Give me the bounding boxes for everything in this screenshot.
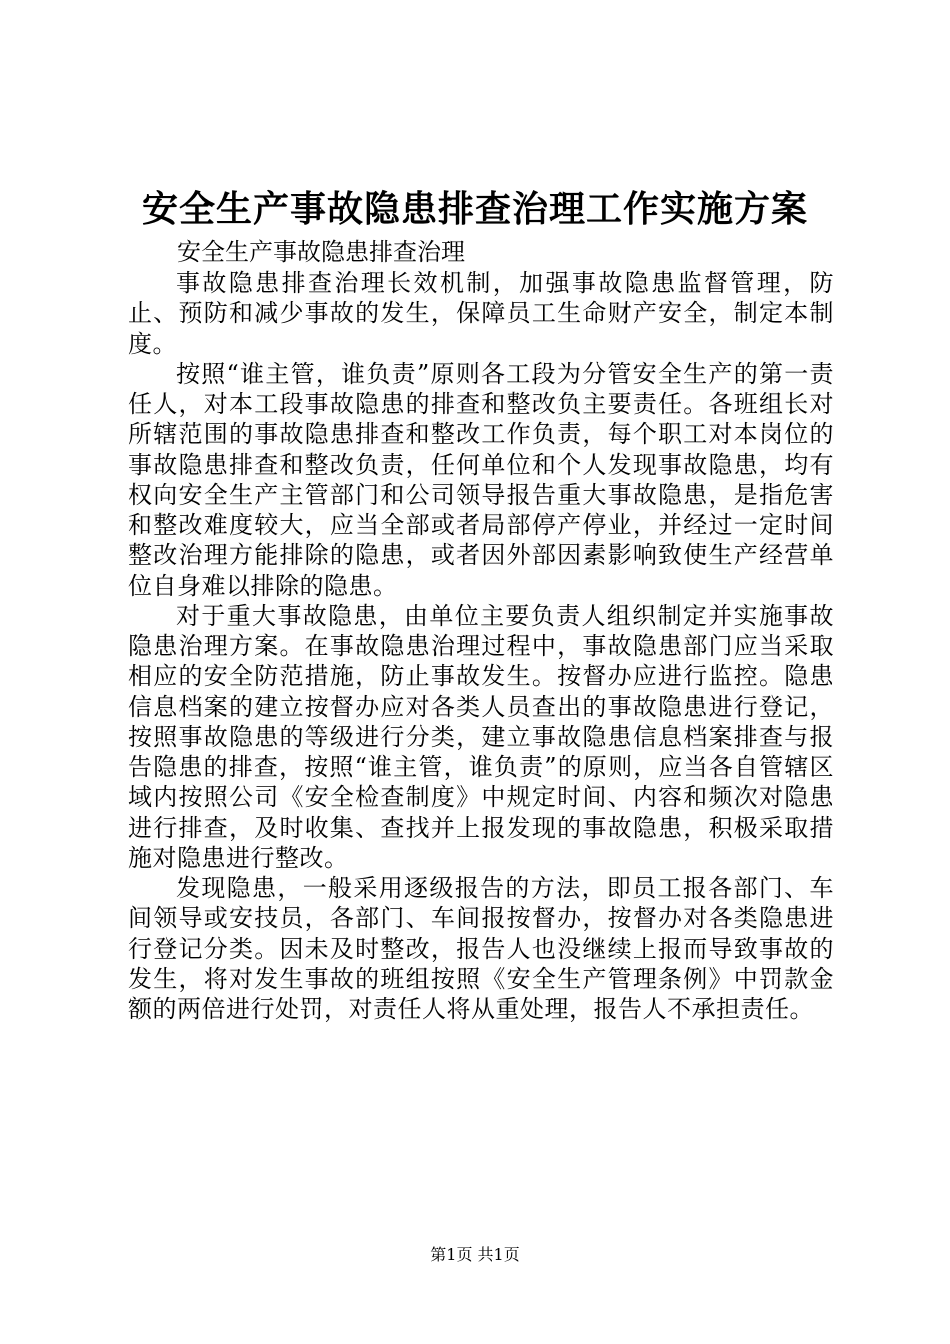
paragraph-2: 按照“谁主管，谁负责”原则各工段为分管安全生产的第一责任人，对本工段事故隐患的排查和整改负主要责任。各班组长对所辖范围的事故隐患排查和整改工作负责，每个职工对本岗位的事故隐患排查和整改负责，任何单位和个人发现事故隐患，均有权向安全生产主管部门和公司领导报告重大事故隐患，是指危害和整改难度较大，应当全部或者局部停产停业，并经过一定时间整改治理方能排除的隐患，或者因外部因素影响致使生产经营单位自身难以排除的隐患。 — [128, 359, 834, 600]
document-title: 安全生产事故隐患排查治理工作实施方案 — [141, 188, 808, 230]
document-body — [128, 268, 834, 1024]
paragraph-1: 事故隐患排查治理长效机制，加强事故隐患监督管理，防止、预防和减少事故的发生，保障员工生命财产安全，制定本制度。 — [128, 269, 834, 358]
page-footer: 第1页 共1页 — [430, 1245, 520, 1264]
paragraph-3: 对于重大事故隐患，由单位主要负责人组织制定并实施事故隐患治理方案。在事故隐患治理过程中，事故隐患部门应当采取相应的安全防范措施，防止事故发生。按督办应进行监控。隐患信息档案的建立按督办应对各类人员查出的事故隐患进行登记，按照事故隐患的等级进行分类，建立事故隐患信息档案排查与报告隐患的排查，按照“谁主管，谁负责”的原则，应当各自管辖区域内按照公司《安全检查制度》中规定时间、内容和频次对隐患进行排查，及时收集、查找并上报发现的事故隐患，积极采取措施对隐患进行整改。 — [128, 601, 834, 872]
paragraph-4: 发现隐患，一般采用逐级报告的方法，即员工报各部门、车间领导或安技员，各部门、车间报按督办，按督办对各类隐患进行登记分类。因未及时整改，报告人也没继续上报而导致事故的发生，将对发生事故的班组按照《安全生产管理条例》中罚款金额的两倍进行处罚，对责任人将从重处理，报告人不承担责任。 — [128, 874, 834, 1023]
document-subtitle: 安全生产事故隐患排查治理 — [177, 238, 465, 266]
